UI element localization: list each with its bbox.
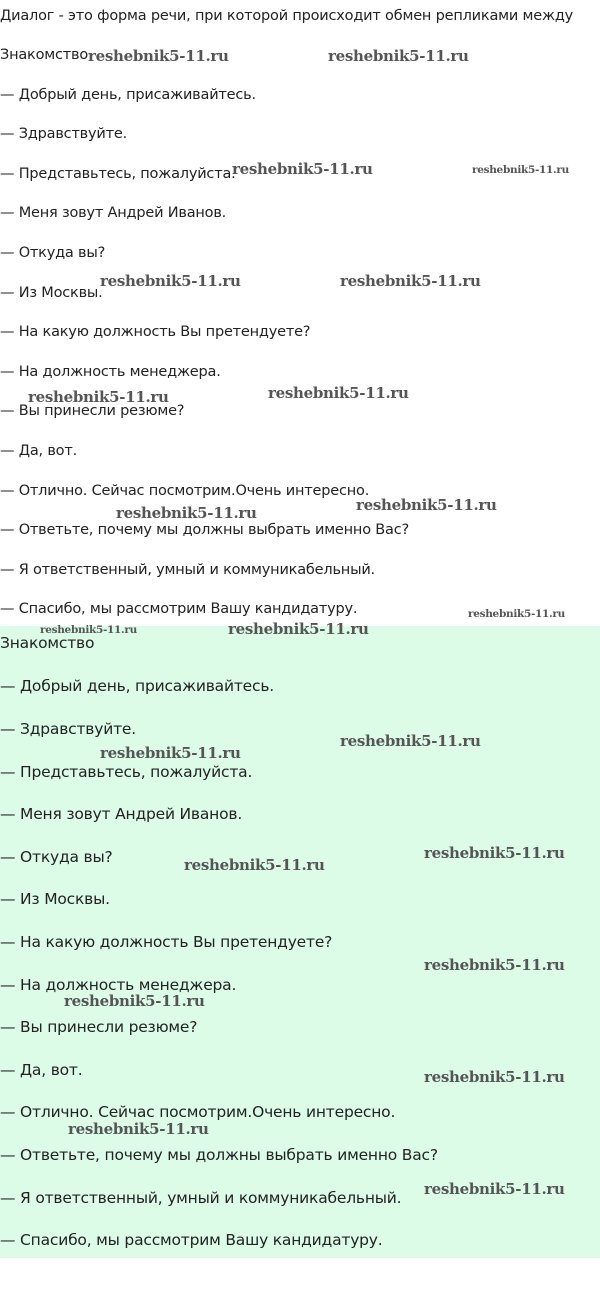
watermark: reshebnik5-11.ru bbox=[340, 272, 481, 290]
dialog-line: — Да, вот. bbox=[0, 1061, 83, 1079]
watermark: reshebnik5-11.ru bbox=[424, 1068, 565, 1086]
dialog-line: — Спасибо, мы рассмотрим Вашу кандидатуру. bbox=[0, 1231, 383, 1249]
dialog-line: — Отлично. Сейчас посмотрим.Очень интересно. bbox=[0, 1103, 396, 1121]
watermark: reshebnik5-11.ru bbox=[64, 992, 205, 1010]
dialog-line: — На какую должность Вы претендуете? bbox=[0, 324, 311, 340]
watermark: reshebnik5-11.ru bbox=[424, 1180, 565, 1198]
dialog-line: — Отлично. Сейчас посмотрим.Очень интересно. bbox=[0, 483, 370, 499]
dialog-line: — Из Москвы. bbox=[0, 285, 103, 301]
watermark: reshebnik5-11.ru bbox=[40, 624, 137, 636]
section-title: Знакомство bbox=[0, 634, 95, 652]
dialog-line: — Здравствуйте. bbox=[0, 720, 136, 738]
dialog-line: — Я ответственный, умный и коммуникабельный. bbox=[0, 562, 375, 578]
watermark: reshebnik5-11.ru bbox=[68, 1120, 209, 1138]
dialog-line: — Представьтесь, пожалуйста. bbox=[0, 166, 236, 182]
watermark: reshebnik5-11.ru bbox=[424, 956, 565, 974]
intro-text: Диалог - это форма речи, при которой происходит обмен репликами между bbox=[0, 8, 574, 24]
watermark: reshebnik5-11.ru bbox=[116, 504, 257, 522]
watermark: reshebnik5-11.ru bbox=[268, 384, 409, 402]
watermark: reshebnik5-11.ru bbox=[184, 856, 325, 874]
section-title: Знакомство bbox=[0, 47, 89, 63]
dialog-line: — Вы принесли резюме? bbox=[0, 403, 185, 419]
watermark: reshebnik5-11.ru bbox=[328, 47, 469, 65]
dialog-line: — На должность менеджера. bbox=[0, 976, 237, 994]
watermark: reshebnik5-11.ru bbox=[100, 272, 241, 290]
dialog-line: — Вы принесли резюме? bbox=[0, 1018, 198, 1036]
dialog-line: — Здравствуйте. bbox=[0, 126, 128, 142]
watermark: reshebnik5-11.ru bbox=[232, 160, 373, 178]
dialog-line: — Добрый день, присаживайтесь. bbox=[0, 87, 256, 103]
dialog-section-highlighted bbox=[0, 626, 600, 1258]
watermark: reshebnik5-11.ru bbox=[100, 744, 241, 762]
dialog-line: — Добрый день, присаживайтесь. bbox=[0, 677, 274, 695]
watermark: reshebnik5-11.ru bbox=[340, 732, 481, 750]
dialog-line: — Ответьте, почему мы должны выбрать именно Вас? bbox=[0, 1146, 438, 1164]
dialog-line: — На должность менеджера. bbox=[0, 364, 221, 380]
dialog-line: — Меня зовут Андрей Иванов. bbox=[0, 805, 243, 823]
dialog-line: — Из Москвы. bbox=[0, 890, 110, 908]
watermark: reshebnik5-11.ru bbox=[424, 844, 565, 862]
dialog-line: — На какую должность Вы претендуете? bbox=[0, 933, 333, 951]
watermark: reshebnik5-11.ru bbox=[472, 164, 569, 176]
watermark: reshebnik5-11.ru bbox=[88, 47, 229, 65]
watermark: reshebnik5-11.ru bbox=[356, 496, 497, 514]
dialog-line: — Ответьте, почему мы должны выбрать именно Вас? bbox=[0, 522, 409, 538]
dialog-line: — Спасибо, мы рассмотрим Вашу кандидатуру. bbox=[0, 601, 358, 617]
watermark: reshebnik5-11.ru bbox=[28, 388, 169, 406]
dialog-line: — Откуда вы? bbox=[0, 245, 106, 261]
watermark: reshebnik5-11.ru bbox=[468, 608, 565, 620]
dialog-line: — Я ответственный, умный и коммуникабельный. bbox=[0, 1189, 402, 1207]
dialog-line: — Представьтесь, пожалуйста. bbox=[0, 763, 253, 781]
watermark: reshebnik5-11.ru bbox=[228, 620, 369, 638]
dialog-line: — Откуда вы? bbox=[0, 848, 113, 866]
dialog-line: — Меня зовут Андрей Иванов. bbox=[0, 205, 227, 221]
dialog-line: — Да, вот. bbox=[0, 443, 78, 459]
dialog-section-plain bbox=[0, 0, 600, 626]
